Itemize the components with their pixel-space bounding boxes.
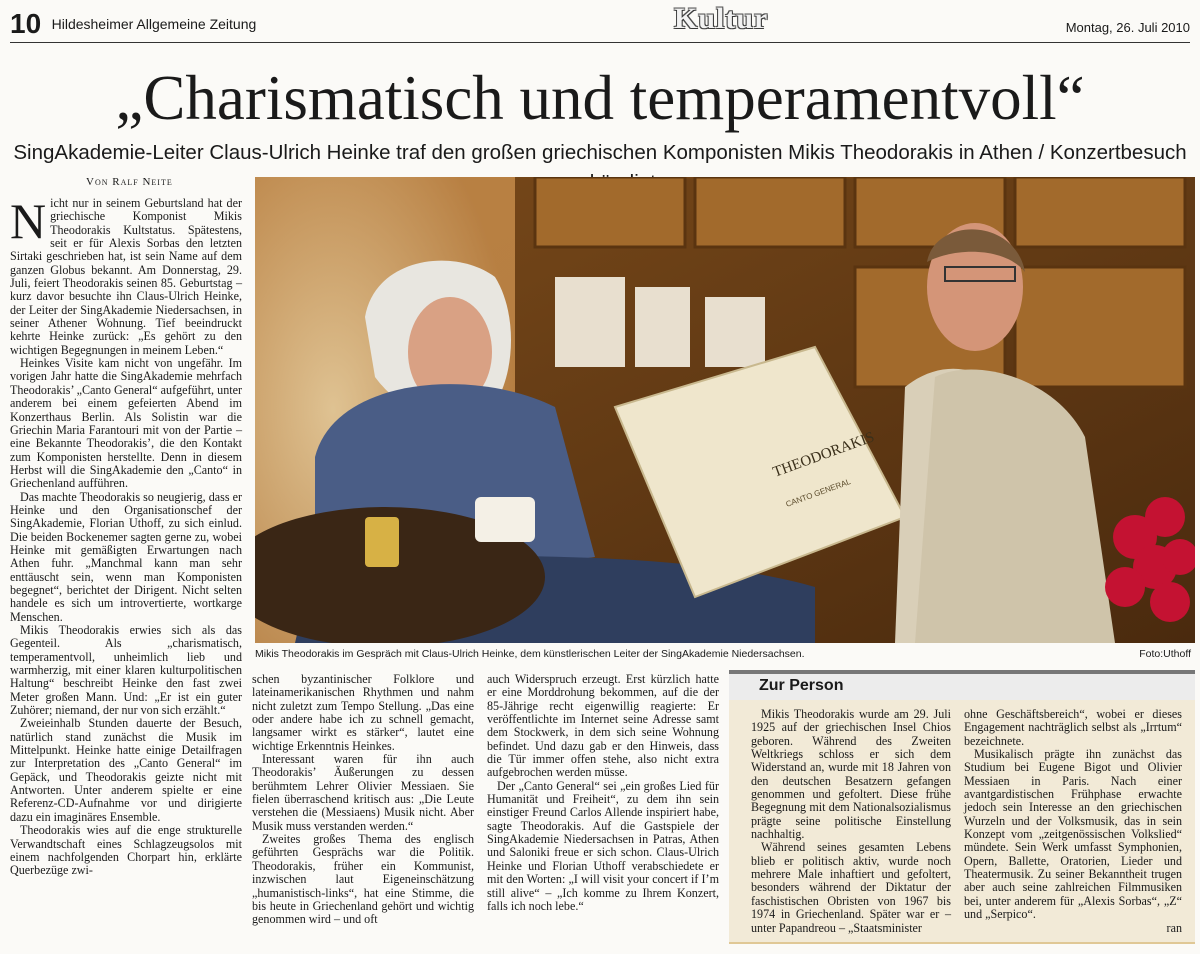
article-column-2 (252, 673, 474, 927)
article-paragraph: Interessant waren für ihn auch Theodorakis’ Äußerungen zu dessen berühmtem Lehrer Olivier Messiaen. Sie fielen überraschend kritisch aus: „Die Leute verstehen die (Messiaens) Musik nicht. Aber Musik muss verstanden werden.“ (252, 752, 474, 833)
page-number: 10 (10, 8, 42, 39)
article-paragraph: schen byzantinischer Folklore und lateinamerikanischen Rhythmen und nahm nicht zuletzt zum Tempo Stellung. „Das eine oder andere habe ich zu schnell gemacht, langsamer wirkt es stärker“, lautet eine wichtige Erkenntnis Heinkes. (252, 672, 474, 753)
subheadline: SingAkademie-Leiter Claus-Ulrich Heinke traf den großen griechischen Komponisten Mikis Theodorakis in Athen / Konzertbesuch (13, 141, 1187, 164)
sidebar-paragraph: ohne Geschäftsbereich“, wobei er dieses Engagement nachträglich selbst als „Irrtum“ bezeichnete. (964, 707, 1182, 748)
article-paragraph: Nicht nur in seinem Geburtsland hat der griechische Komponist Mikis Theodorakis Kultstatus. Spätestens, seit er für Alexis Sorbas den letzten Sirtaki geschrieben hat, ist sein Name auf dem ganzen Globus bekannt. Am Donnerstag, 29. Juli, feiert Theodorakis seinen 85. Geburtstag – kurz davor besuchte ihn Claus-Ulrich Heinke, der Leiter der SingAkademie Niedersachsen, in seiner Athener Wohnung. Tief beeindruckt kehrte Heinke zurück: „Es gehört zu den wichtigen Begegnungen in meinem Leben.“ (10, 193, 242, 357)
article-paragraph: Der „Canto General“ sei „ein großes Lied für Humanität und Freiheit“, zu dem ihn sein einstiger Freund Carlos Allende inspiriert habe, sagte Theodorakis. Auf die Gastspiele der SingAkademie Niedersachsen in Patras, Athen und Saloniki freue er sich schon. Claus-Ulrich Heinke und Florian Uthoff verabschiedete er mit den Worten: „I will visit your concert if I’m still alive“ – „Ich komme zu Ihrem Konzert, falls ich noch lebe.“ (487, 778, 719, 913)
score-title: THEODORAKIS (770, 429, 877, 481)
sidebar-title: Zur Person (759, 677, 844, 694)
photo-illustration (255, 177, 1195, 643)
sidebar-header (729, 670, 1195, 700)
page-header-left (10, 8, 256, 40)
article-paragraph: Zweieinhalb Stunden dauerte der Besuch, natürlich stand zunächst die Musik im Mittelpunkt. Heinke hatte einige Detailfragen zur Interpretation des „Canto General“ im Gepäck, und Theodorakis geizte nicht mit Antworten. Unter anderem spielte er eine Referenz-CD-Aufnahme vor und dirigierte dazu ein imaginäres Ensemble. (10, 716, 242, 824)
headline: „Charismatisch und temperamentvoll“ (115, 63, 1085, 133)
article-column-1 (10, 193, 242, 878)
article-paragraph: Das machte Theodorakis so neugierig, dass er Heinke und den Organisationschef der SingAkademie, Florian Uthoff, zu sich einlud. Die beiden Bockenemer sagten gerne zu, wobei Heinke mit gemäßigten Erwartungen nach Athen fuhr. „Manchmal kann man sehr enttäuscht sein, wenn man Komponisten begegnet“, berichtet der Dirigent. Nicht selten handele es sich um introvertierte, wortkarge Menschen. (10, 489, 242, 624)
photo-caption: Mikis Theodorakis im Gespräch mit Claus-Ulrich Heinke, dem künstlerischen Leiter der SingAkademie Niedersachsen. (255, 648, 805, 660)
article-paragraph: auch Widerspruch erzeugt. Erst kürzlich hatte er eine Morddrohung bekommen, auf die der 85-Jährige recht eigenwillig reagierte: Er veröffentlichte im Internet seine Adresse samt dem Stockwerk, in dem sich seine Wohnung befindet. Und dazu gab er den Hinweis, dass die Tür immer offen stehe, also nicht extra aufgebrochen werden müsse. (487, 672, 719, 780)
sidebar-column-1 (751, 708, 951, 935)
score-subtitle: CANTO GENERAL (784, 477, 852, 509)
drop-cap: N (10, 193, 47, 249)
article-paragraph: Heinkes Visite kam nicht von ungefähr. Im vorigen Jahr hatte die SingAkademie mehrfach Theodorakis’ „Canto General“ aufgeführt, unter anderem bei einem gefeierten Abend im Konzerthaus Berlin. Als Solistin war die Griechin Maria Farantouri mit von der Partie – eine Bekannte Theodorakis’, die den Kontakt zum Komponisten herstellte. Denn in diesem Herbst will die SingAkademie den „Canto“ in Griechenland aufführen. (10, 356, 242, 491)
article-paragraph: Theodorakis wies auf die enge strukturelle Verwandtschaft eines Schlagzeugsolos mit einem nachfolgenden Chorpart hin, erklärte Querbezüge zwi- (10, 823, 242, 878)
sidebar-paragraph: Mikis Theodorakis wurde am 29. Juli 1925 auf der griechischen Insel Chios geboren. Während des Zweiten Weltkriegs schloss er sich dem Widerstand an, wurde mit 18 Jahren von den deutschen Besatzern gefangen genommen und gefoltert. Diese frühe Begegnung mit dem Nationalsozialismus prägte seine politische Einstellung nachhaltig. (751, 707, 951, 842)
byline: Von Ralf Neite (86, 176, 173, 188)
article-paragraph: Mikis Theodorakis erwies sich als das Gegenteil. Als „charismatisch, temperamentvoll, unheimlich lieb und warmherzig, mit einer klaren kulturpolitischen Haltung“ beschreibt Heinke den fast zwei Meter großen Mann. Und: „Er ist ein guter Zuhörer; niemand, der nur von sich erzählt.“ (10, 623, 242, 718)
article-photo (255, 177, 1195, 643)
section-rubric: Kultur (674, 2, 769, 35)
sidebar-paragraph: Musikalisch prägte ihn zunächst das Studium bei Eugene Bigot und Olivier Messiaen in Paris. Nach einer avantgardistischen Frühphase erwachte jedoch sein Interesse an den griechischen Wurzeln und der Volksmusik, das in sein Konzept vom „zeitgenössischen Volkslied“ mündete. Sein Werk umfasst Symphonien, Opern, Ballette, Oratorien, Lieder und Theatermusik. Zu seiner Bekanntheit trugen aber auch seine zahlreichen Filmmusiken bei, unter anderem für „Alexis Sorbas“, „Z“ und „Serpico“. (964, 747, 1182, 922)
photo-credit: Foto:Uthoff (1139, 648, 1191, 660)
article-column-3 (487, 673, 719, 913)
newspaper-name: Hildesheimer Allgemeine Zeitung (51, 16, 257, 32)
sidebar-bottom-rule (729, 942, 1195, 944)
photo-caption-line (255, 648, 1195, 660)
header-rule (10, 42, 1190, 43)
sidebar-column-2 (964, 708, 1182, 935)
author-initials: ran (1166, 920, 1182, 935)
article-paragraph: Zweites großes Thema des englisch geführten Gesprächs war die Politik. Theodorakis, früher ein Kommunist, inzwischen laut Eigeneinschätzung „humanistisch-links“, hat eine Stimme, die bis heute in Griechenland gehört und wichtig genommen wird – und oft (252, 832, 474, 927)
sidebar-paragraph: Während seines gesamten Lebens blieb er politisch aktiv, wurde noch mehrere Male inhaftiert und gefoltert, besonders während der Diktatur der faschistischen Obristen von 1967 bis 1974 in Griechenland. Später war er – unter Papandreou – „Staatsminister (751, 840, 951, 935)
issue-date: Montag, 26. Juli 2010 (1065, 20, 1190, 35)
